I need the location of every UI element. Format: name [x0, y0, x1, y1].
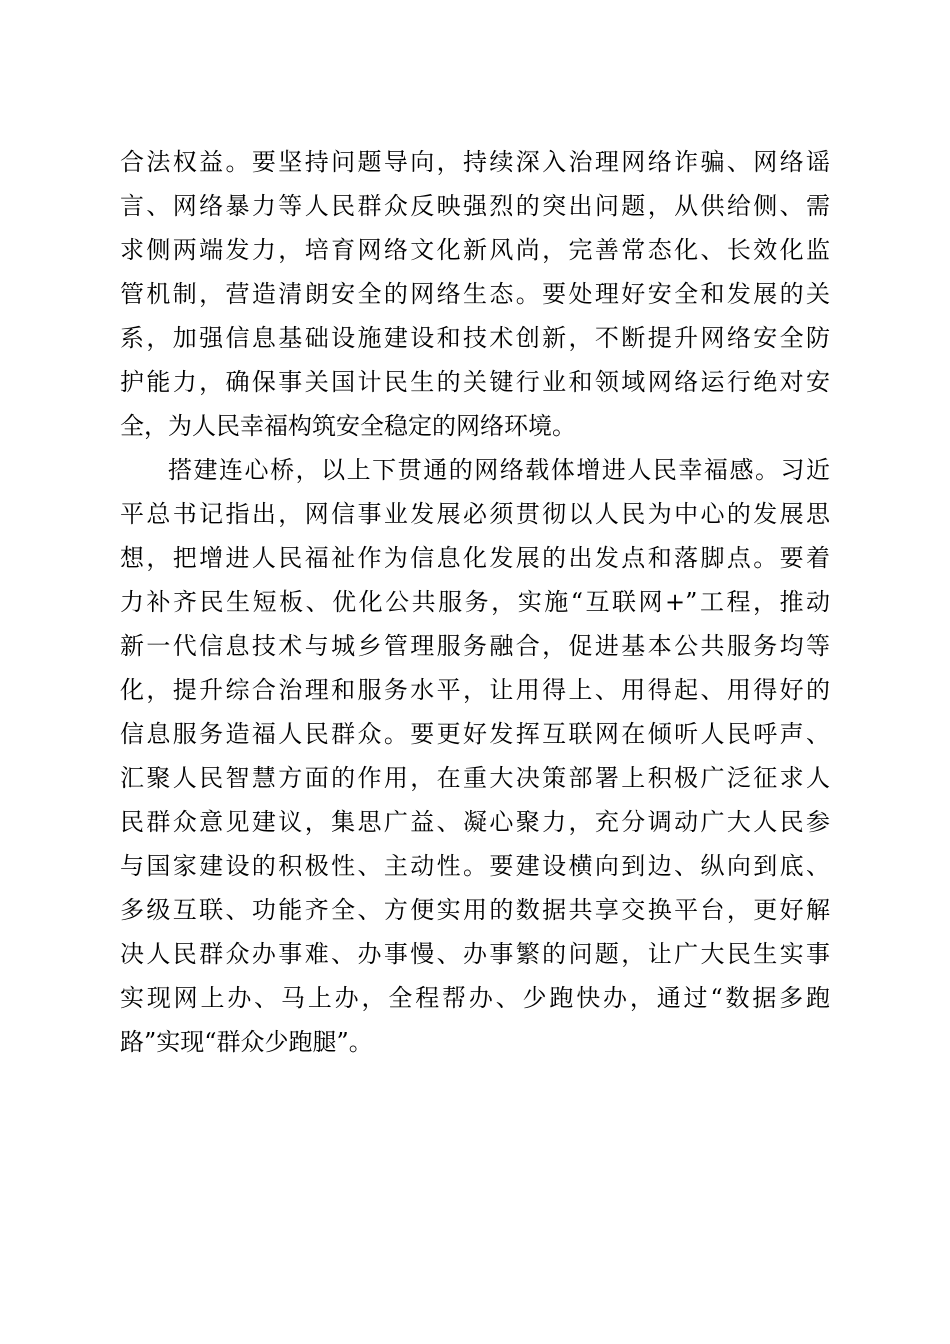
text-line: 护能力，确保事关国计民生的关键行业和领域网络运行绝对安	[120, 368, 830, 396]
text-line: 平总书记指出，网信事业发展必须贯彻以人民为中心的发展思	[120, 500, 830, 528]
text-line: 全，为人民幸福构筑安全稳定的网络环境。	[120, 412, 576, 440]
text-line: 汇聚人民智慧方面的作用，在重大决策部署上积极广泛征求人	[120, 764, 830, 792]
text-line: 化，提升综合治理和服务水平，让用得上、用得起、用得好的	[120, 676, 830, 704]
document-body	[120, 140, 830, 1064]
text-line: 力补齐民生短板、优化公共服务，实施“互联网+”工程，推动	[120, 588, 830, 616]
text-line: 言、网络暴力等人民群众反映强烈的突出问题，从供给侧、需	[120, 192, 830, 220]
text-line: 搭建连心桥，以上下贯通的网络载体增进人民幸福感。习近	[168, 456, 830, 484]
text-line: 新一代信息技术与城乡管理服务融合，促进基本公共服务均等	[120, 632, 830, 660]
text-line: 路”实现“群众少跑腿”。	[120, 1028, 373, 1056]
paragraph-1	[120, 140, 830, 448]
text-line: 想，把增进人民福祉作为信息化发展的出发点和落脚点。要着	[120, 544, 830, 572]
text-line: 合法权益。要坚持问题导向，持续深入治理网络诈骗、网络谣	[120, 148, 830, 176]
text-line: 决人民群众办事难、办事慢、办事繁的问题，让广大民生实事	[120, 940, 830, 968]
text-line: 民群众意见建议，集思广益、凝心聚力，充分调动广大人民参	[120, 808, 830, 836]
text-line: 与国家建设的积极性、主动性。要建设横向到边、纵向到底、	[120, 852, 830, 880]
text-line: 管机制，营造清朗安全的网络生态。要处理好安全和发展的关	[120, 280, 830, 308]
text-line: 信息服务造福人民群众。要更好发挥互联网在倾听人民呼声、	[120, 720, 830, 748]
text-line: 实现网上办、马上办，全程帮办、少跑快办，通过“数据多跑	[120, 984, 830, 1012]
paragraph-2	[120, 448, 830, 1064]
text-line: 多级互联、功能齐全、方便实用的数据共享交换平台，更好解	[120, 896, 830, 924]
text-line: 求侧两端发力，培育网络文化新风尚，完善常态化、长效化监	[120, 236, 830, 264]
text-line: 系，加强信息基础设施建设和技术创新，不断提升网络安全防	[120, 324, 830, 352]
